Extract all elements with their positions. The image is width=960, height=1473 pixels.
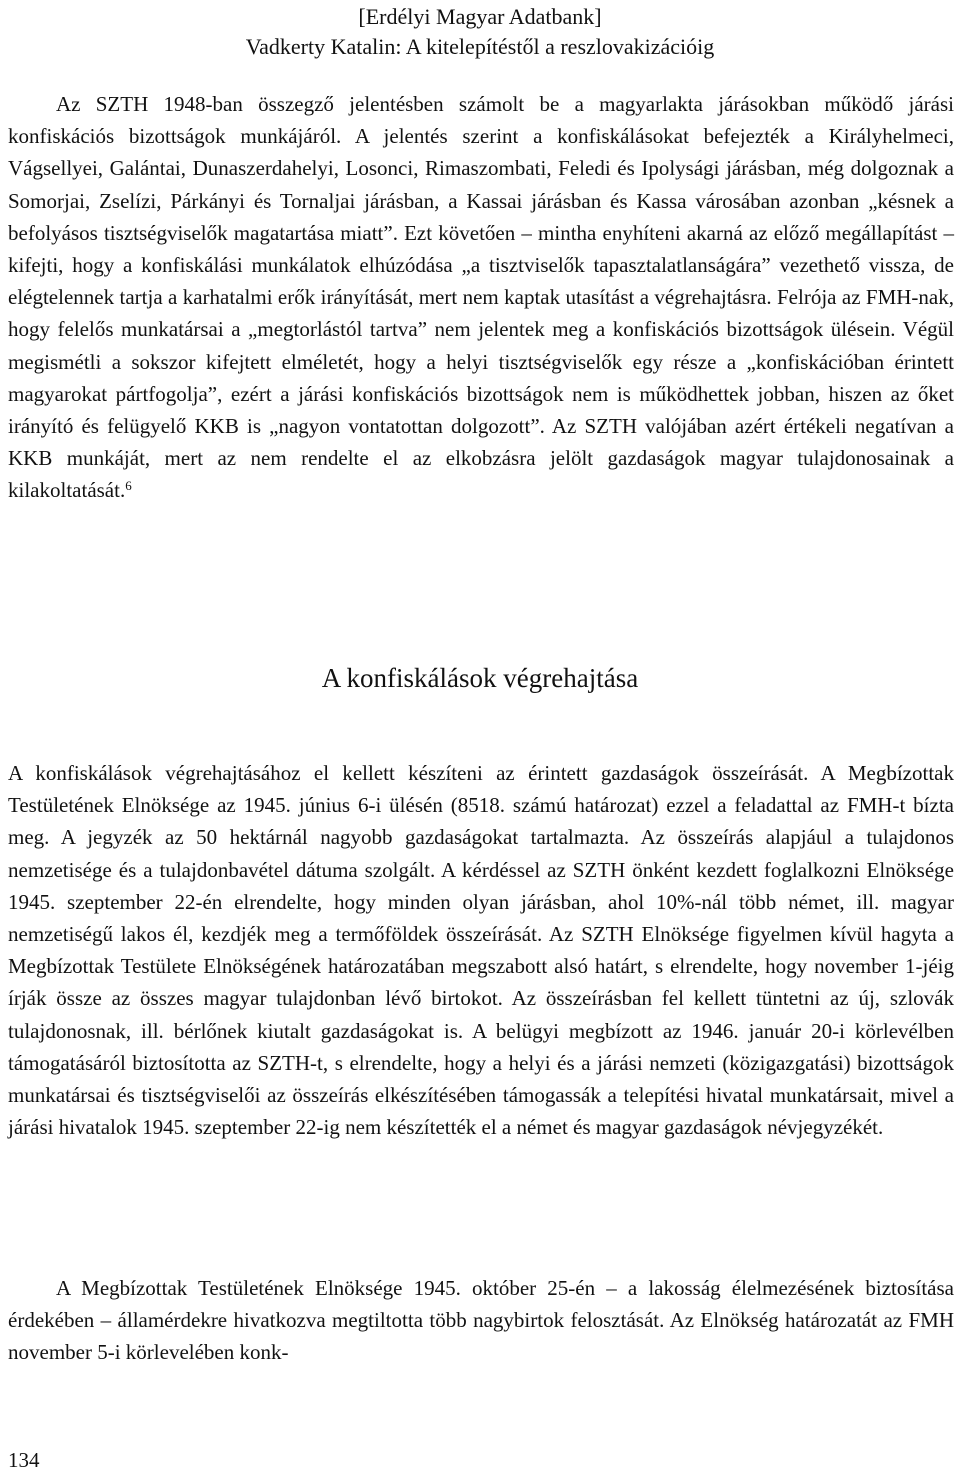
paragraph-text: A konfiskálások végrehajtásához el kellett készíteni az érintett gazdaságok összeírását. A Megbízottak Testületének Elnöksége az 1945. június 6-i ülésén (8518. számú határozat) ezzel a feladattal az FMH-t bízta meg. A jegyzék az 50 hektárnál nagyobb gazdaságokat tartalmazta. Az összeírás alapjául a tulajdonos nemzetisége és a tulajdonbavétel dátuma szolgált. A kérdéssel az SZTH önként kezdett foglalkozni Elnöksége 1945. szeptember 22-én elrendelte, hogy minden olyan járásban, ahol 10%-nál több német, ill. magyar nemzetiségű lakos él, kezdjék meg a termőföldek összeírását. Az SZTH Elnöksége figyelmen kívül hagyta a Megbízottak Testülete Elnökségének határozatában megszabott alsó határt, s elrendelte, hogy november 1-jéig írják össze az összes magyar tulajdonban lévő birtokot. Az összeírásban fel kellett tüntetni az új, szlovák tulajdonosnak, ill. bérlőnek kiutalt gazdaságokat is. A belügyi megbízott az 1946. január 20-i körlevélben támogatásáról biztosította az SZTH-t, s elrendelte, hogy a helyi és a járási nemzeti (közigazgatási) bizottságok munkatársai és tisztségviselői az összeírás elkészítésében támogassák a telepítési hivatal munkatársait, mivel a járási hivatalok 1945. szeptember 22-ig nem készítették el a német és magyar gazdaságok névjegyzékét.	[8, 761, 954, 1140]
footnote-reference[interactable]: 6	[125, 478, 132, 494]
body-paragraph	[8, 757, 954, 1143]
body-paragraph	[8, 1272, 954, 1369]
header-source: [Erdélyi Magyar Adatbank]	[358, 4, 602, 29]
page-header	[0, 2, 960, 62]
section-title: A konfiskálások végrehajtása	[321, 663, 639, 693]
paragraph-text: A Megbízottak Testületének Elnöksége 1945. október 25-én – a lakosság élelmezésének biztosítása érdekében – államérdekre hivatkozva megtiltotta több nagybirtok felosztását. Az Elnökség határozatát az FMH november 5-i körlevelében konk-	[8, 1276, 954, 1365]
header-title: Vadkerty Katalin: A kitelepítéstől a reszlovakizációig	[245, 34, 715, 59]
page-number: 134	[8, 1448, 40, 1472]
paragraph-text: Az SZTH 1948-ban összegző jelentésben számolt be a magyarlakta járásokban működő járási konfiskációs bizottságok munkájáról. A jelentés szerint a konfiskálásokat befejezték a Királyhelmeci, Vágsellyei, Galántai, Dunaszerdahelyi, Losonci, Rimaszombati, Feledi és Ipolysági járásban, még dolgoznak a Somorjai, Zselízi, Párkányi és Tornaljai járásban, a Kassai járásban és Kassa városában azonban „késnek a befolyásos tisztségviselők magatartása miatt”. Ezt követően – mintha enyhíteni akarná az előző megállapítást – kifejti, hogy a konfiskálási munkálatok elhúzódása „a tisztviselők tapasztalatlanságára” vezethető vissza, de elégtelennek tartja a karhatalmi erők irányítását, mert nem kaptak utasítást a végrehajtásra. Felrója az FMH-nak, hogy felelős munkatársai a „megtorlástól tartva” nem jelentek meg a konfiskációs bizottságok ülésein. Végül megismétli a sokszor kifejtett elméletét, hogy a helyi tisztségviselők egy része a „konfiskációban érintett magyarokat pártfogolja”, ezért a járási konfiskációs bizottságok nem is működhettek jobban, hiszen az őket irányító és felügyelő KKB is „nagyon vontatottan dolgozott”. Az SZTH valójában azért értékeli negatívan a KKB munkáját, mert az nem rendelte el az elkobzásra jelölt gazdaságok magyar tulajdonosainak a kilakoltatását.	[8, 92, 954, 503]
body-paragraph	[8, 88, 954, 507]
